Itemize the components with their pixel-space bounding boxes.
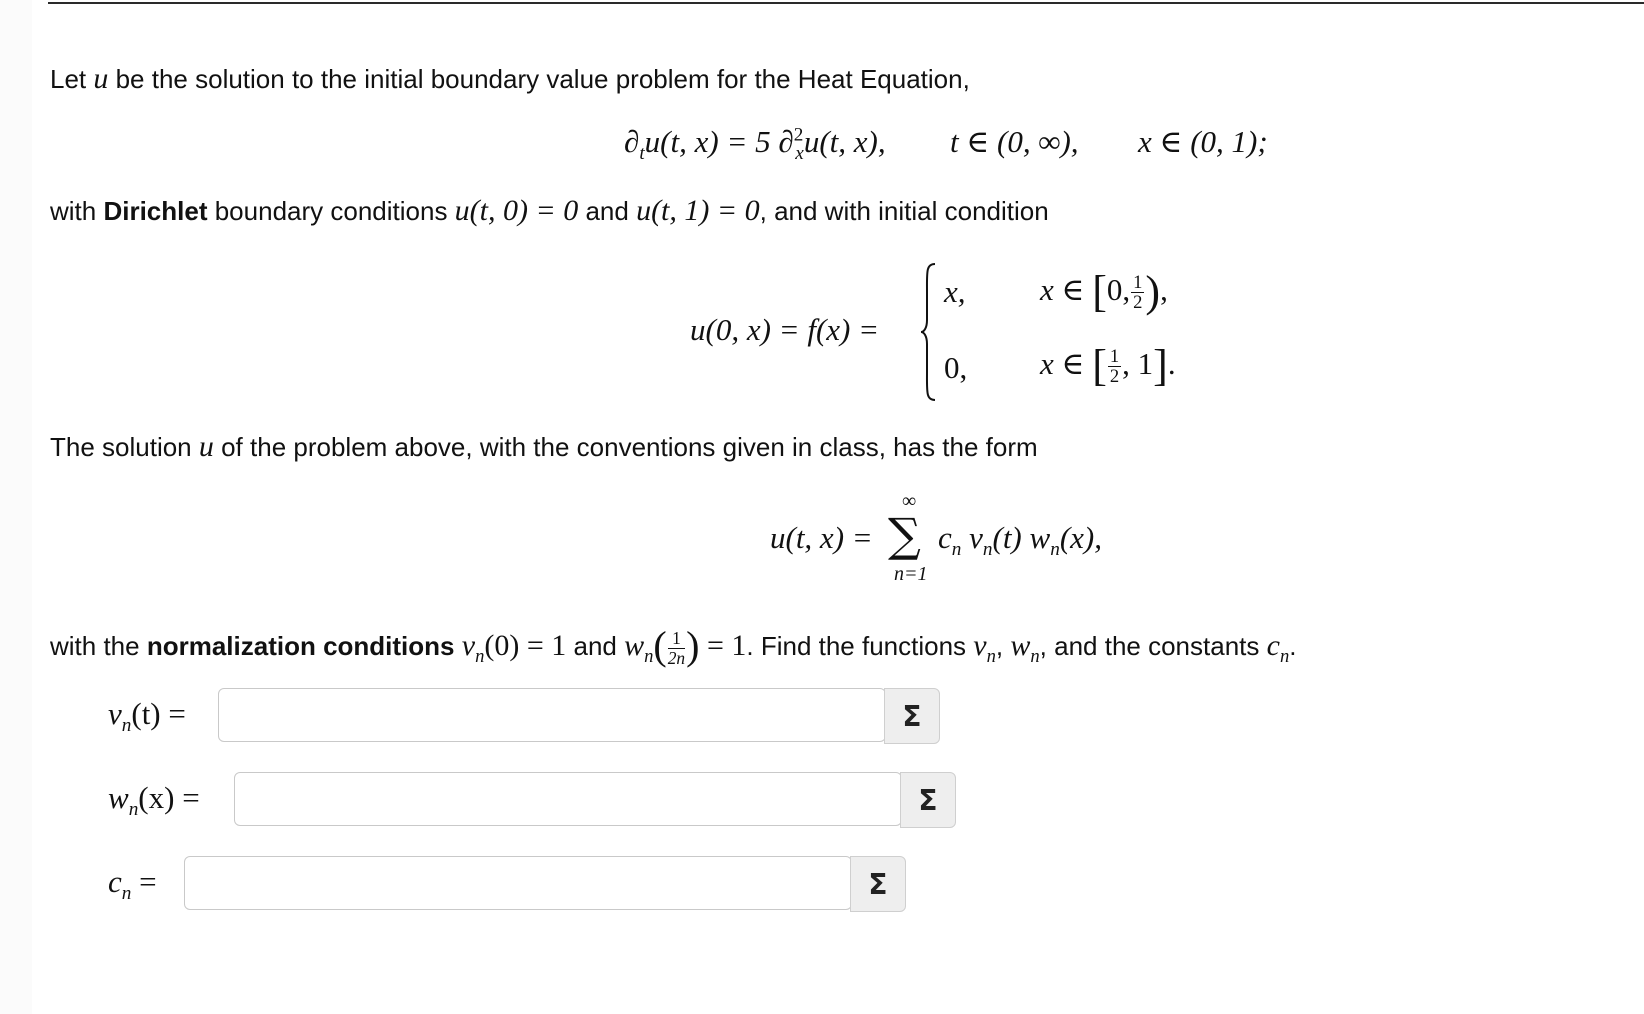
norm-f1: $v_n$ xyxy=(973,629,996,667)
half-fraction-2: $\frac{1}{2}$ xyxy=(1109,345,1120,388)
equation-lhs: u(t, x) = 5 ∂ xyxy=(644,124,794,159)
boundary-cond-2: u(t, 1) = 0 xyxy=(636,194,760,227)
case1-value: x, xyxy=(944,274,966,309)
half-fraction: $\frac{1}{2}$ xyxy=(1133,271,1143,314)
cn-answer-input[interactable] xyxy=(184,856,852,910)
func-w-sub: n xyxy=(1050,539,1060,561)
boundary-text-a: with xyxy=(50,196,104,226)
func-v: v xyxy=(969,520,983,555)
bracket-close: ] xyxy=(1153,341,1168,390)
intro-paragraph xyxy=(50,62,970,96)
sigma-icon: Σ xyxy=(902,699,922,733)
cn-equation-editor-button[interactable] xyxy=(850,856,906,912)
top-divider xyxy=(48,2,1644,4)
case2-value: 0, xyxy=(944,350,968,385)
case1-condition: x ∈ [0, $\frac{1}{2}$ ), xyxy=(1040,267,1168,316)
norm-bold: normalization conditions xyxy=(146,631,462,661)
answer-label-cn: $c_n$ = xyxy=(108,864,157,905)
exp-two: 2 xyxy=(793,124,804,146)
func-v-arg: (t) xyxy=(992,520,1022,555)
vn-answer-input[interactable] xyxy=(218,688,886,742)
norm-text-c: , and the constants xyxy=(1039,631,1267,661)
interval-zero: 0, xyxy=(1106,272,1131,307)
t-domain: t ∈ (0, ∞), xyxy=(950,124,1079,159)
equation-rhs: u(t, x), xyxy=(803,124,886,159)
func-w: w xyxy=(1029,520,1051,555)
norm-w: $w_n$( $\frac{1}{2n}$ ) = 1 xyxy=(624,623,747,668)
wn-equation-editor-button[interactable] xyxy=(900,772,956,828)
left-brace xyxy=(920,262,936,402)
wn-answer-input[interactable] xyxy=(234,772,902,826)
sum-upper-limit: ∞ xyxy=(902,490,917,512)
norm-comma: , xyxy=(995,631,1011,661)
page-gutter xyxy=(0,0,32,1014)
solution-paragraph xyxy=(50,430,1038,464)
intro-text-a: Let xyxy=(50,64,94,94)
sigma-icon: Σ xyxy=(918,783,938,817)
coef-c-sub: n xyxy=(951,539,962,561)
interval-one: 1 xyxy=(1137,346,1154,381)
var-u: u xyxy=(93,62,109,95)
series-lhs: u(t, x) = xyxy=(770,520,873,555)
bracket-open: [ xyxy=(1092,267,1107,316)
boundary-text-b: boundary conditions xyxy=(207,196,455,226)
coef-c: c xyxy=(938,520,952,555)
normalization-paragraph xyxy=(50,622,1296,669)
norm-and: and xyxy=(566,631,625,661)
series-term xyxy=(938,520,1102,561)
norm-end: . xyxy=(1289,631,1297,661)
answer-label-vn: $v_n(t)$ = xyxy=(108,696,186,737)
solution-var-u: u xyxy=(198,430,214,463)
norm-v: $v_n(0) = 1$ xyxy=(461,629,567,667)
case2-cond-text: x ∈ xyxy=(1040,346,1085,381)
case1-cond-text: x ∈ xyxy=(1040,272,1085,307)
boundary-paragraph xyxy=(50,194,1049,228)
solution-text-b: of the problem above, with the conventions given in class, has the form xyxy=(213,432,1038,462)
initial-lhs: u(0, x) = f(x) = xyxy=(690,312,880,347)
norm-text-b: . Find the functions xyxy=(746,631,974,661)
norm-f2: $w_n$ xyxy=(1010,629,1040,667)
partial-symbol: ∂ xyxy=(624,124,640,159)
norm-text-a: with the xyxy=(50,631,147,661)
x-domain: x ∈ (0, 1); xyxy=(1138,124,1268,159)
sum-lower-limit: n=1 xyxy=(894,563,928,585)
bracket-open-2: [ xyxy=(1092,341,1107,390)
boundary-text-d: , and with initial condition xyxy=(759,196,1049,226)
sub-x: x xyxy=(795,143,804,165)
intro-text-b: be the solution to the initial boundary value problem for the Heat Equation, xyxy=(108,64,970,94)
solution-text-a: The solution xyxy=(50,432,199,462)
answer-label-wn: $w_n(x)$ = xyxy=(108,780,200,821)
partial-sub: t xyxy=(639,143,645,165)
func-w-arg: (x), xyxy=(1059,520,1102,555)
case2-condition: x ∈ [ $\frac{1}{2}$ , 1]. xyxy=(1040,341,1176,390)
sigma-icon: Σ xyxy=(868,867,888,901)
norm-f3: $c_n$ xyxy=(1266,629,1290,667)
func-v-sub: n xyxy=(982,539,993,561)
boundary-and: and xyxy=(578,196,637,226)
dirichlet-label: Dirichlet xyxy=(103,196,208,226)
boundary-cond-1: u(t, 0) = 0 xyxy=(454,194,579,227)
paren-close: ) xyxy=(1145,267,1161,316)
heat-equation xyxy=(624,124,886,165)
vn-equation-editor-button[interactable] xyxy=(884,688,940,744)
sum-symbol: ∑ xyxy=(888,508,921,562)
